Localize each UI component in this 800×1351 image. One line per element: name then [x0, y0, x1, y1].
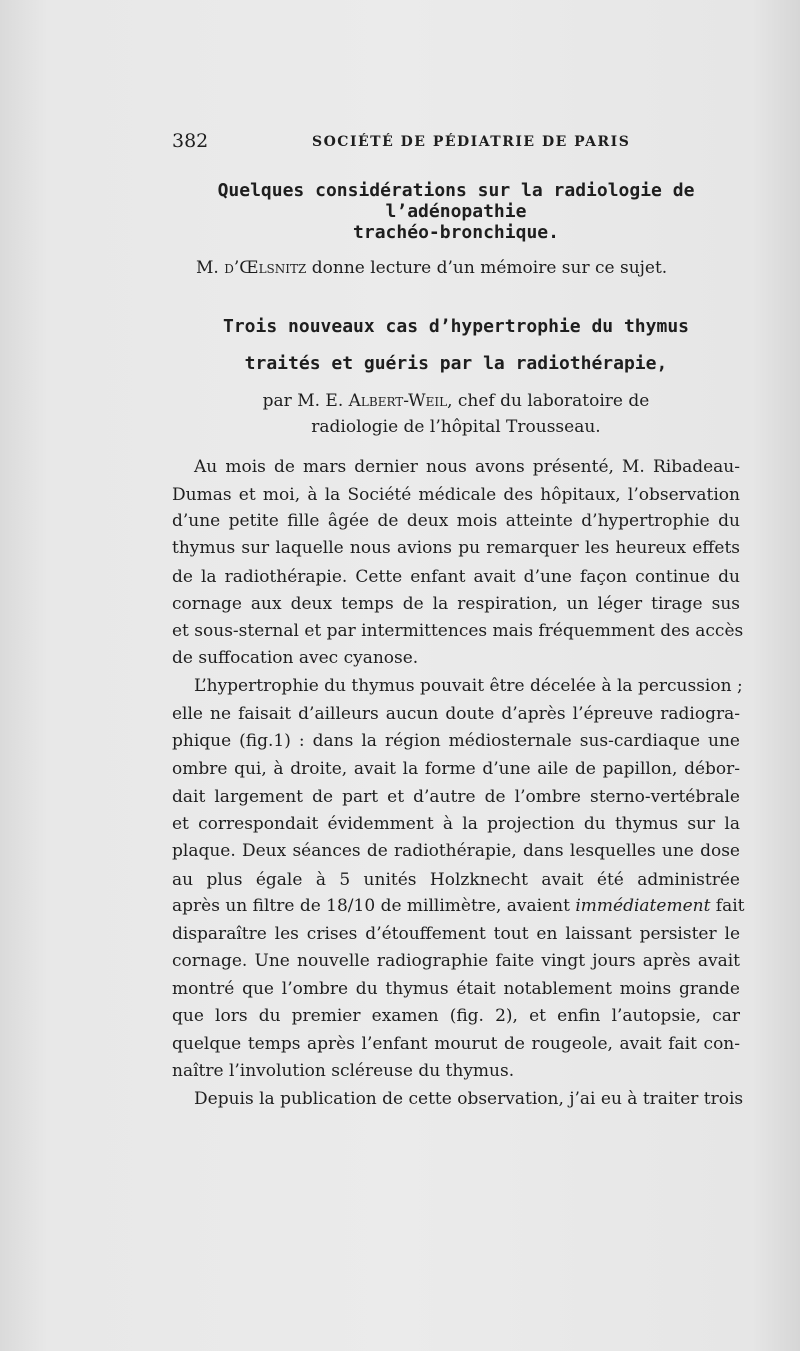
- body-line: thymus sur laquelle nous avions pu remarquer les heureux effets: [172, 538, 740, 558]
- body-line: plaque. Deux séances de radiothérapie, dans lesquelles une dose: [172, 841, 740, 861]
- body-line: cornage aux deux temps de la respiration, un léger tirage sus: [172, 594, 740, 614]
- body-line: montré que l’ombre du thymus était notablement moins grande: [172, 979, 740, 999]
- note-author: d’Œlsnitz: [224, 258, 307, 278]
- body-line: cornage. Une nouvelle radiographie faite vingt jours après avait: [172, 951, 740, 971]
- body-line: et sous-sternal et par intermittences mais fréquemment des accès: [172, 621, 744, 641]
- article-title-line-1: Trois nouveaux cas d’hypertrophie du thymus: [223, 316, 689, 337]
- byline-prefix: par M. E.: [262, 391, 349, 411]
- body-line: quelque temps après l’enfant mourut de rougeole, avait fait con-: [172, 1034, 740, 1054]
- section-title-line-2: trachéo-bronchique.: [353, 222, 559, 243]
- article-byline-line-2: radiologie de l’hôpital Trousseau.: [311, 417, 601, 437]
- byline-suffix: , chef du laboratoire de: [447, 391, 650, 411]
- body-line: Depuis la publication de cette observation, j’ai eu à traiter trois: [194, 1089, 744, 1109]
- body-line: de la radiothérapie. Cette enfant avait d’une façon continue du: [172, 567, 740, 587]
- body-line: L’hypertrophie du thymus pouvait être décelée à la percussion ;: [194, 676, 743, 696]
- body-line: [172, 893, 745, 920]
- section-title-line-1: Quelques considérations sur la radiologie de l’adénopathie: [217, 180, 695, 222]
- article-byline: [172, 391, 740, 411]
- body-line-text: après un filtre de 18/10 de millimètre, avaient: [172, 896, 576, 916]
- note-text: donne lecture d’un mémoire sur ce sujet.: [306, 258, 668, 278]
- body-line: dait largement de part et d’autre de l’ombre sterno-vertébrale: [172, 787, 740, 807]
- body-line: naître l’involution scléreuse du thymus.: [172, 1061, 515, 1081]
- body-line: Au mois de mars dernier nous avons présenté, M. Ribadeau-: [194, 457, 740, 477]
- note-prefix: M.: [196, 258, 225, 278]
- communication-note: [196, 258, 740, 278]
- page-number: 382: [172, 130, 209, 152]
- body-line: d’une petite fille âgée de deux mois atteinte d’hypertrophie du: [172, 511, 740, 531]
- body-line: disparaître les crises d’étouffement tout en laissant persister le: [172, 924, 740, 944]
- byline-author: Albert-Weil: [348, 391, 448, 411]
- body-line: ombre qui, à droite, avait la forme d’une aile de papillon, débor-: [172, 759, 740, 779]
- body-line: et correspondait évidemment à la projection du thymus sur la: [172, 814, 740, 834]
- body-line-text: fait: [710, 896, 745, 916]
- running-head: SOCIÉTÉ DE PÉDIATRIE DE PARIS: [312, 134, 631, 150]
- body-line: Dumas et moi, à la Société médicale des hôpitaux, l’observation: [172, 485, 740, 505]
- body-line: elle ne faisait d’ailleurs aucun doute d’après l’épreuve radiogra-: [172, 704, 740, 724]
- body-line: que lors du premier examen (fig. 2), et enfin l’autopsie, car: [172, 1006, 740, 1026]
- body-line: au plus égale à 5 unités Holzknecht avait été administrée: [172, 870, 740, 890]
- body-line: phique (fig.1) : dans la région médiosternale sus-cardiaque une: [172, 731, 740, 751]
- emphasis: immédiatement: [575, 896, 711, 916]
- page-header: [172, 130, 740, 160]
- body-line: de suffocation avec cyanose.: [172, 648, 419, 668]
- article-title-line-2: traités et guéris par la radiothérapie,: [244, 353, 668, 374]
